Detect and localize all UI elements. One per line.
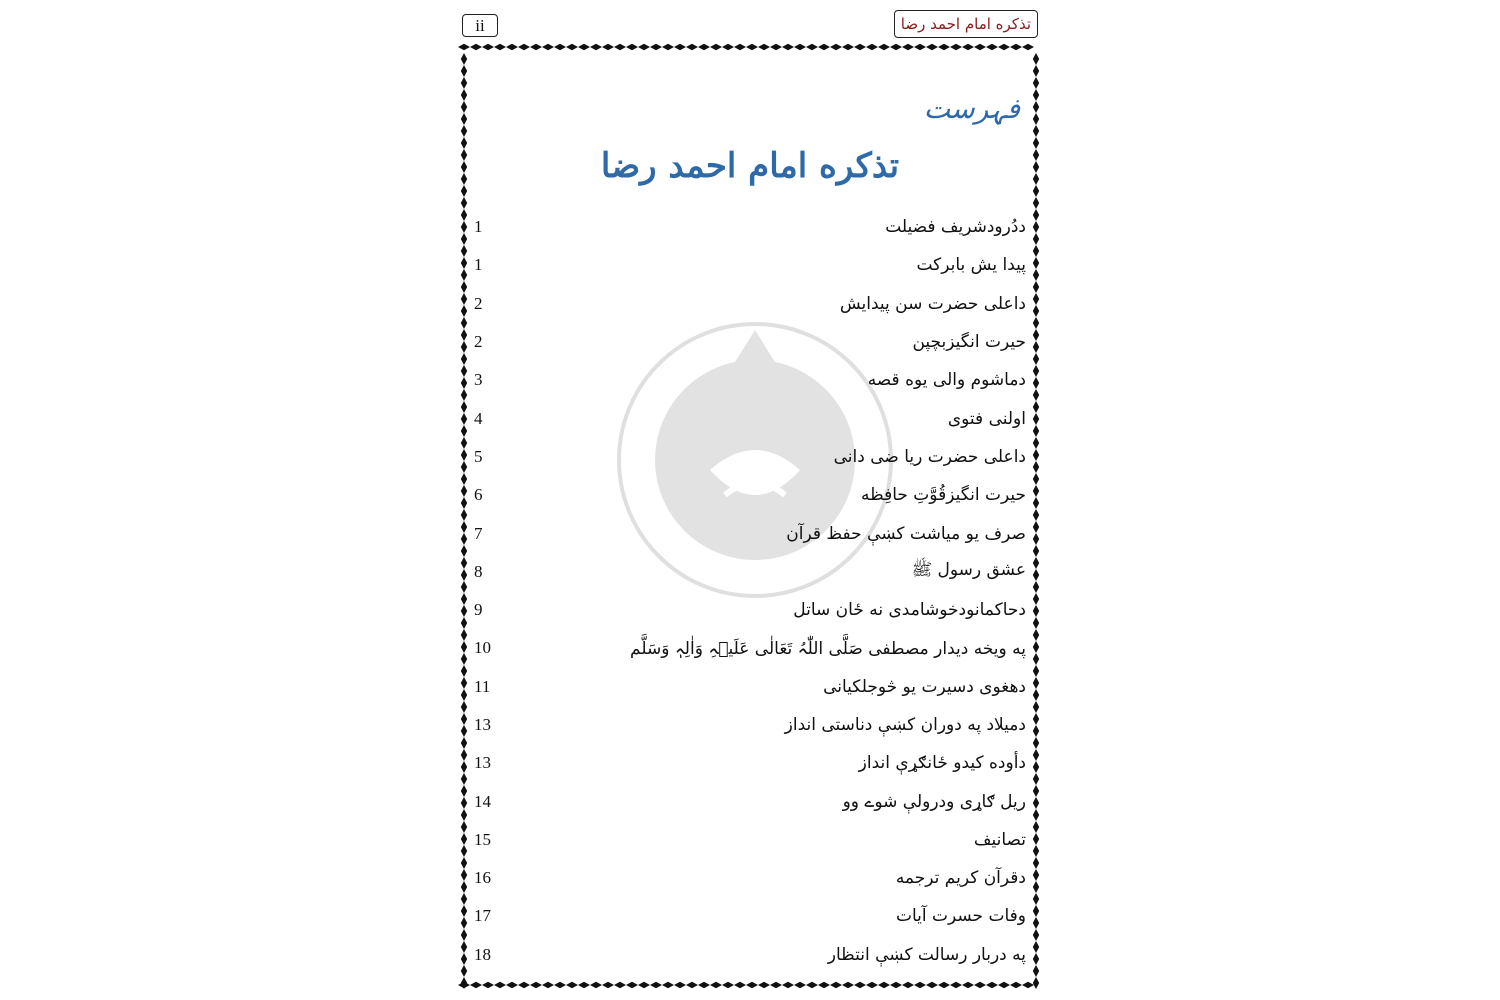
toc-entry-title: اولنی فتوی xyxy=(947,408,1026,429)
toc-entry[interactable] xyxy=(474,629,1026,667)
toc-entry-title: عشق رسول ﷺ xyxy=(911,560,1026,581)
toc-entry-page: 10 xyxy=(474,638,491,658)
toc-entry[interactable] xyxy=(474,514,1026,552)
toc-entry[interactable] xyxy=(474,859,1026,897)
toc-entry-page: 13 xyxy=(474,715,491,734)
toc-entry-page: 7 xyxy=(474,523,483,543)
dot-leader xyxy=(496,562,910,582)
dot-leader xyxy=(496,447,832,467)
toc-entry-title: ریل ګاړی ودرولې شوے وو xyxy=(842,792,1026,813)
toc-entry-title: دحاکمانودخوشامدی نه ځان ساتل xyxy=(793,600,1026,621)
dot-leader xyxy=(496,868,894,888)
toc-entry[interactable] xyxy=(474,782,1026,820)
toc-entry-page: 8 xyxy=(474,561,483,581)
toc-entry-title: ددُرودشریف فضیلت xyxy=(885,217,1026,238)
toc-entry-page: 2 xyxy=(474,293,483,313)
dot-leader xyxy=(496,524,784,544)
dot-leader xyxy=(496,638,628,658)
toc-entry-title: دأوده کیدو ځانګړې انداز xyxy=(858,753,1026,774)
toc-entry[interactable] xyxy=(474,744,1026,782)
toc-entry[interactable] xyxy=(474,706,1026,744)
toc-entry[interactable] xyxy=(474,936,1026,974)
dot-leader xyxy=(496,294,838,314)
toc-entry[interactable] xyxy=(474,399,1026,437)
dot-leader xyxy=(496,332,910,352)
toc-entry[interactable] xyxy=(474,285,1026,323)
toc-entry-page: 17 xyxy=(474,906,491,926)
table-of-contents xyxy=(474,208,1026,974)
toc-entry-page: 11 xyxy=(474,676,491,696)
toc-entry[interactable] xyxy=(474,668,1026,706)
toc-entry[interactable] xyxy=(474,246,1026,284)
toc-entry-page: 6 xyxy=(474,485,483,505)
running-title-box: تذکره امام احمد رضا xyxy=(894,10,1038,38)
toc-entry-title: پیدا یش بابرکت xyxy=(916,255,1026,276)
toc-entry-title: حیرت انگیزقُوَّتِ حافِظه xyxy=(861,485,1026,506)
dot-leader xyxy=(496,906,894,926)
toc-entry-page: 9 xyxy=(474,600,483,620)
contents-heading: فہرست xyxy=(923,92,1020,125)
dot-leader xyxy=(496,753,857,773)
toc-entry[interactable] xyxy=(474,821,1026,859)
toc-entry-page: 3 xyxy=(474,370,483,390)
dot-leader xyxy=(496,409,946,429)
toc-entry[interactable] xyxy=(474,438,1026,476)
dot-leader xyxy=(496,600,791,620)
page-number-box: ii xyxy=(462,14,498,37)
toc-entry-page: 1 xyxy=(474,255,483,275)
toc-entry-page: 5 xyxy=(474,446,483,466)
toc-entry-page: 4 xyxy=(474,408,483,428)
toc-entry-title: داعلی حضرت ریا ضی دانی xyxy=(833,446,1026,467)
toc-entry-title: تصانیف xyxy=(973,829,1026,850)
toc-entry-title: حیرت انگیزبچپن xyxy=(912,332,1026,353)
dot-leader xyxy=(496,370,866,390)
dot-leader xyxy=(496,715,783,735)
toc-entry-page: 2 xyxy=(474,332,483,352)
dot-leader xyxy=(496,255,914,275)
toc-entry[interactable] xyxy=(474,323,1026,361)
toc-entry-title: دماشوم والی یوه قصه xyxy=(867,370,1026,391)
toc-entry[interactable] xyxy=(474,897,1026,935)
document-page xyxy=(450,0,1050,1000)
toc-entry-title: دقرآن کریم ترجمه xyxy=(895,868,1026,889)
toc-entry-title: داعلی حضرت سن پیدایش xyxy=(839,293,1026,314)
toc-entry-page: 18 xyxy=(474,944,491,964)
toc-entry-page: 1 xyxy=(474,217,483,237)
toc-entry-title: صرف یو میاشت کښې حفظ قرآن xyxy=(786,523,1026,544)
toc-entry-title: دمیلاد په دوران کښې دناستی انداز xyxy=(784,715,1026,735)
toc-entry[interactable] xyxy=(474,361,1026,399)
dot-leader xyxy=(496,830,972,850)
dot-leader xyxy=(496,792,841,812)
toc-entry-page: 13 xyxy=(474,753,491,773)
toc-entry[interactable] xyxy=(474,208,1026,246)
toc-entry[interactable] xyxy=(474,591,1026,629)
toc-entry[interactable] xyxy=(474,553,1026,591)
dot-leader xyxy=(496,945,826,965)
toc-entry-page: 15 xyxy=(474,829,491,849)
toc-entry-title: په دربار رسالت کښې انتظار xyxy=(827,944,1026,965)
book-title: تذکره امام احمد رضا xyxy=(600,146,900,186)
dot-leader xyxy=(496,217,883,237)
dot-leader xyxy=(496,485,859,505)
toc-entry[interactable] xyxy=(474,476,1026,514)
dot-leader xyxy=(496,677,821,697)
toc-entry-title: په ویخه دیدار مصطفی صَلَّی اللّٰہُ تَعَالٰی عَلَیۡہِ وَاٰلِہٖ وَسَلَّم xyxy=(630,638,1026,659)
toc-entry-title: وفات حسرت آیات xyxy=(895,906,1026,927)
toc-entry-page: 16 xyxy=(474,868,491,888)
toc-entry-title: دهغوی دسیرت یو څوجلکیانی xyxy=(823,676,1026,697)
toc-entry-page: 14 xyxy=(474,791,491,811)
